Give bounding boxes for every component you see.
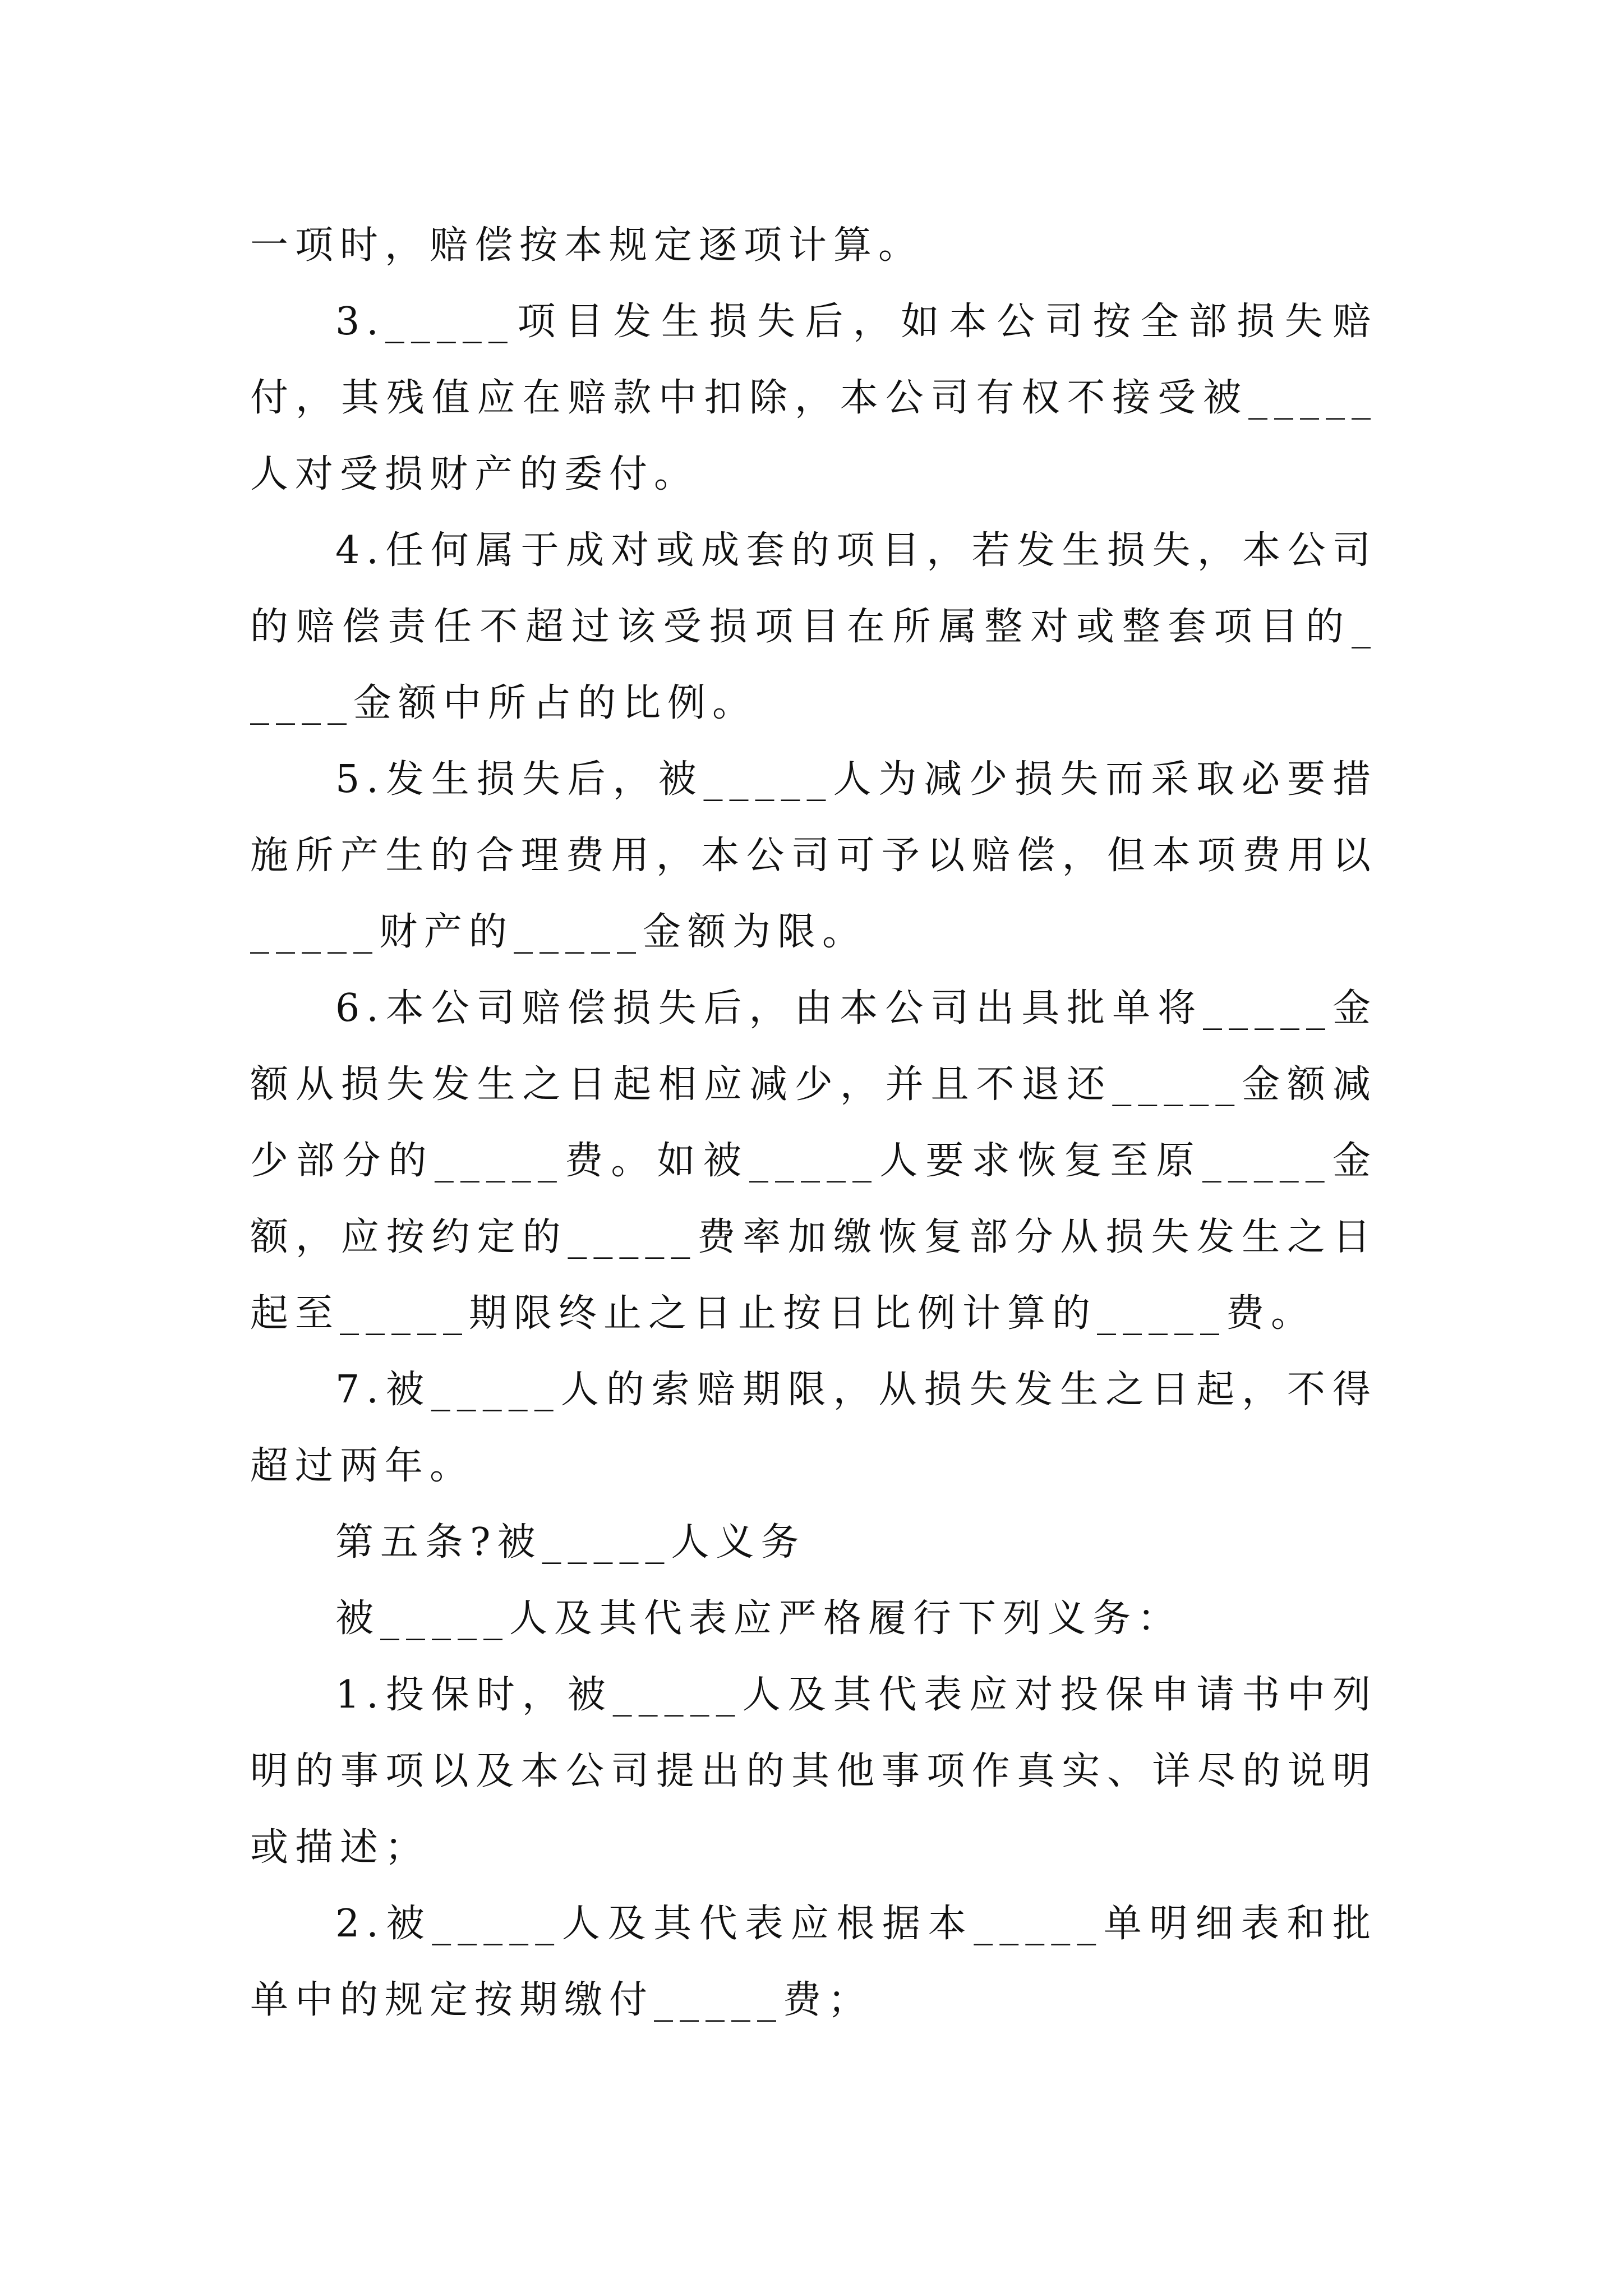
paragraph-obligation-1: 1.投保时，被_____人及其代表应对投保申请书中列明的事项以及本公司提出的其他事项作真实、详尽的说明或描述； bbox=[250, 1673, 1377, 1870]
paragraph-obligation-2: 2.被_____人及其代表应根据本_____单明细表和批单中的规定按期缴付_____费； bbox=[250, 1902, 1377, 2022]
document-body bbox=[250, 208, 1377, 2039]
paragraph-item-3: 3._____项目发生损失后，如本公司按全部损失赔付，其残值应在赔款中扣除，本公司有权不接受被_____人对受损财产的委付。 bbox=[250, 300, 1377, 496]
paragraph-item-5: 5.发生损失后，被_____人为减少损失而采取必要措施所产生的合理费用，本公司可予以赔偿，但本项费用以_____财产的_____金额为限。 bbox=[250, 757, 1377, 954]
paragraph-continuation: 一项时，赔偿按本规定逐项计算。 bbox=[250, 223, 924, 268]
paragraph-item-4: 4.任何属于成对或成套的项目，若发生损失，本公司的赔偿责任不超过该受损项目在所属整对或整套项目的_____金额中所占的比例。 bbox=[250, 528, 1377, 725]
section-heading-article-5: 第五条?被_____人义务 bbox=[335, 1520, 806, 1565]
paragraph-item-6: 6.本公司赔偿损失后，由本公司出具批单将_____金额从损失发生之日起相应减少，并且不退还_____金额减少部分的_____费。如被_____人要求恢复至原_____金额，应按约定的_____费率加缴恢复部分从损失发生之日起至_____期限终止之日止按日比例计算的_____费。 bbox=[250, 986, 1377, 1336]
paragraph-item-7: 7.被_____人的索赔期限，从损失发生之日起，不得超过两年。 bbox=[250, 1368, 1377, 1488]
paragraph-obligations-intro: 被_____人及其代表应严格履行下列义务： bbox=[335, 1596, 1183, 1641]
